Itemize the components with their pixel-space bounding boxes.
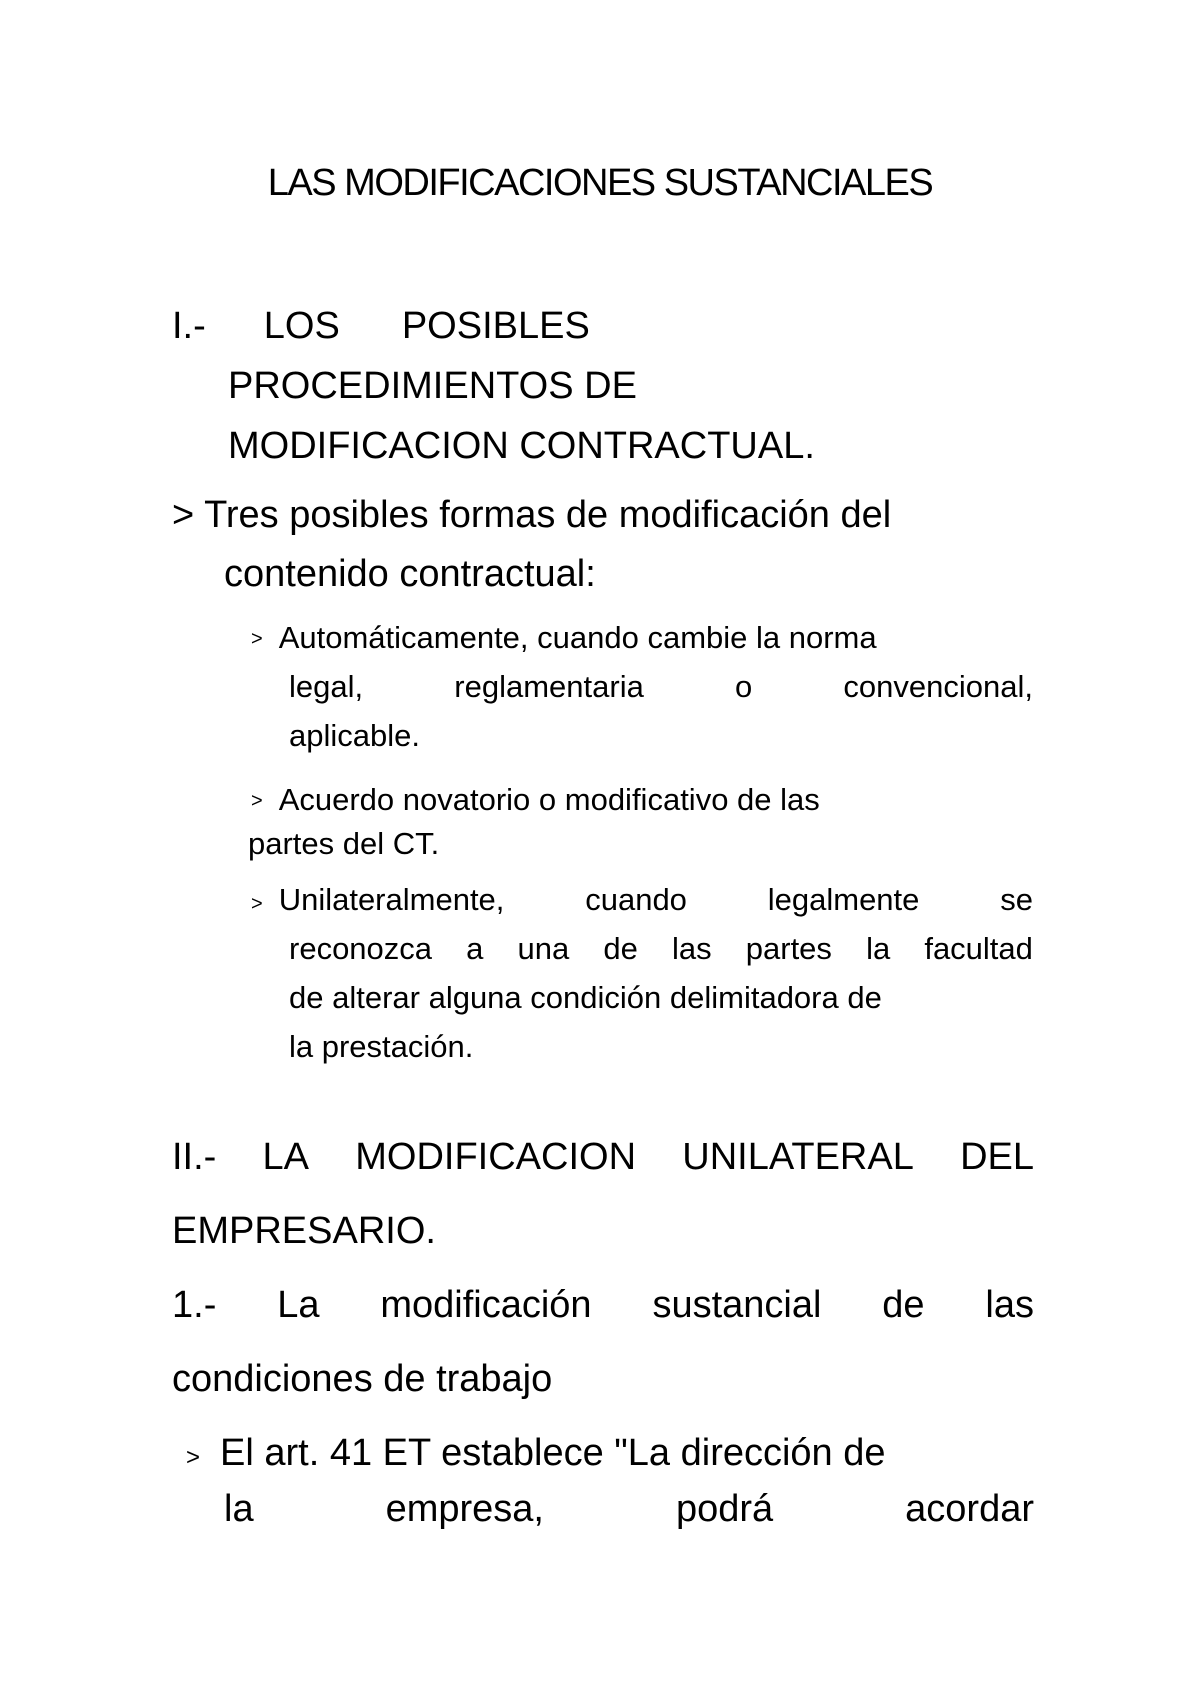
article-line-2 [224, 1472, 1034, 1546]
form-3-word: reconozca [289, 931, 433, 966]
form-3-marker: > [251, 893, 263, 915]
form-1-word: legal, [289, 669, 364, 704]
article-text-line-1: El art. 41 ET establece "La dirección de [220, 1432, 886, 1474]
form-1-word: convencional, [843, 669, 1033, 704]
section-1-word-los: LOS [263, 305, 340, 347]
section-2-word: DEL [960, 1136, 1034, 1178]
form-3-word: se [1000, 882, 1033, 917]
subsection-1-word: modificación [380, 1284, 592, 1326]
form-3-line-3: de alterar alguna condición delimitadora de [289, 980, 882, 1015]
subsection-1-heading-line-1 [172, 1268, 1034, 1342]
article-word: podrá [675, 1488, 774, 1530]
section-2-word: II.- [172, 1136, 217, 1178]
form-1-word: o [735, 669, 753, 704]
form-3-text-line-1 [279, 876, 1033, 924]
form-1-line-1 [251, 614, 877, 663]
form-1-marker: > [251, 628, 263, 650]
form-2-line-2: partes del CT. [248, 826, 440, 861]
form-2-marker: > [251, 790, 263, 812]
form-3-word: cuando [585, 882, 687, 917]
intro-bullet: > [172, 494, 195, 536]
form-3-word: las [672, 931, 712, 966]
intro-line-2: contenido contractual: [224, 553, 596, 595]
section-2-word: LA [262, 1136, 310, 1178]
section-1-heading-line-3: MODIFICACION CONTRACTUAL. [228, 425, 815, 467]
form-1-word: reglamentaria [454, 669, 644, 704]
section-2-word: MODIFICACION [355, 1136, 637, 1178]
form-3-word: partes [745, 931, 832, 966]
article-marker: > [186, 1444, 201, 1471]
subsection-1-word: las [985, 1284, 1034, 1326]
article-word: acordar [905, 1488, 1034, 1530]
section-1-number: I.- [172, 305, 206, 347]
subsection-1-word: La [277, 1284, 320, 1326]
section-1-word-posibles: POSIBLES [401, 305, 590, 347]
form-3-line-2 [289, 925, 1033, 973]
form-3-word: legalmente [767, 882, 920, 917]
form-3-word: la [866, 931, 891, 966]
section-2-heading-line-1 [172, 1120, 1034, 1194]
form-2-text-line-1: Acuerdo novatorio o modificativo de las [278, 782, 820, 817]
subsection-1-heading-line-2: condiciones de trabajo [172, 1358, 553, 1400]
document-title: LAS MODIFICACIONES SUSTANCIALES [267, 162, 933, 204]
form-3-word: Unilateralmente, [278, 882, 505, 917]
form-3-word: facultad [924, 931, 1033, 966]
form-3-word: de [603, 931, 638, 966]
form-3-word: a [466, 931, 484, 966]
section-1-heading-line-2: PROCEDIMIENTOS DE [228, 365, 637, 407]
subsection-1-word: de [882, 1284, 925, 1326]
section-2-heading-line-2: EMPRESARIO. [172, 1210, 436, 1252]
form-2-line-1 [251, 776, 820, 825]
form-3-line-4: la prestación. [289, 1029, 474, 1064]
form-1-text-line-1: Automáticamente, cuando cambie la norma [278, 620, 877, 655]
form-1-line-3: aplicable. [289, 718, 420, 753]
section-1-heading-line-1 [172, 296, 590, 356]
form-1-line-2 [289, 663, 1033, 711]
subsection-1-word: sustancial [652, 1284, 822, 1326]
subsection-1-word: 1.- [172, 1284, 217, 1326]
intro-text-line-1: Tres posibles formas de modificación del [204, 494, 892, 536]
article-word: empresa, [385, 1488, 544, 1530]
article-word: la [224, 1488, 254, 1530]
section-2-word: UNILATERAL [682, 1136, 914, 1178]
form-3-line-1 [251, 876, 1033, 928]
form-3-word: una [517, 931, 570, 966]
intro-line-1 [172, 487, 891, 544]
